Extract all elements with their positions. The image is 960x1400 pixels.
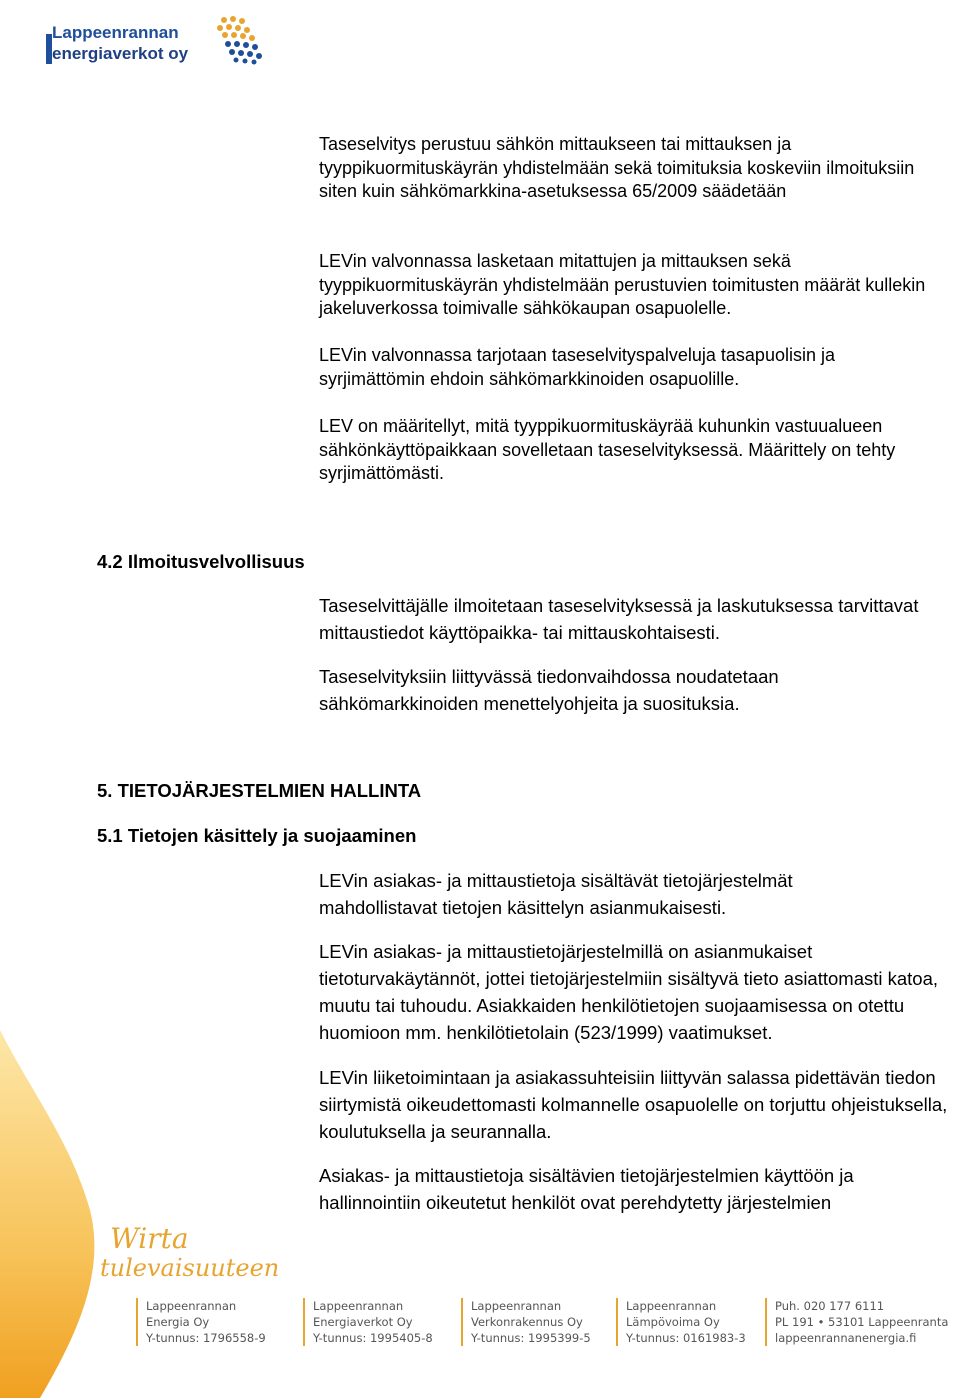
- paragraph-salassa: LEVin liiketoimintaan ja asiakassuhteisiin liittyvän salassa pidettävän tiedon siirtymistä oikeudettomasti kolmannelle osapuolelle on torjuttu ohjeistuksella, koulutuksella ja seurannalla.: [319, 1067, 948, 1142]
- paragraph-jarjestelmat: LEVin asiakas- ja mittaustietoja sisältävät tietojärjestelmät mahdollistavat tietojen käsittelyn asianmukaisesti.: [319, 870, 793, 918]
- svg-text:Wirta: Wirta: [110, 1222, 189, 1255]
- footer: [0, 1298, 960, 1358]
- footer-column-energia: [146, 1298, 266, 1346]
- logo-dots-icon: [194, 14, 264, 66]
- footer-website: lappeenrannanenergia.fi: [775, 1331, 917, 1345]
- slogan-wordmark: [100, 1218, 310, 1282]
- footer-separator: [136, 1298, 138, 1346]
- paragraph-tietoturva: LEVin asiakas- ja mittaustietojärjestelmillä on asianmukaiset tietoturvakäytännöt, jottei tietojärjestelmiin sisältyvä tieto asiattomasti katoa, muutu tai tuhoudu. Asiakkaiden henkilötietojen suojaamisessa on otettu huomioon mm. henkilötietolain (523/1999) vaatimukset.: [319, 941, 939, 1043]
- footer-line: Y-tunnus: 0161983-3: [626, 1331, 746, 1345]
- company-logo: [46, 14, 266, 66]
- footer-column-verkonrakennus: [471, 1298, 591, 1346]
- paragraph-oikeutetut: Asiakas- ja mittaustietoja sisältävien tietojärjestelmien käyttöön ja hallinnointiin oikeutetut henkilöt ovat perehdytetty järjestelmien: [319, 1165, 854, 1213]
- paragraph-valvonta-lasketaan: LEVin valvonnassa lasketaan mitattujen ja mittauksen sekä tyyppikuormituskäyrän yhdistelmään perustuvien toimitusten määrät kullekin jakeluverkossa toimivalle sähkökaupan osapuolelle.: [319, 251, 926, 318]
- footer-line: Energia Oy: [146, 1315, 210, 1329]
- footer-separator: [616, 1298, 618, 1346]
- paragraph-tiedonvaihto: Taseselvityksiin liittyvässä tiedonvaihdossa noudatetaan sähkömarkkinoiden menettelyohjeita ja suosituksia.: [319, 666, 779, 714]
- footer-line: Verkonrakennus Oy: [471, 1315, 583, 1329]
- footer-line: Lappeenrannan: [471, 1299, 562, 1313]
- footer-line: Lämpövoima Oy: [626, 1315, 720, 1329]
- footer-column-contact: [775, 1298, 948, 1346]
- footer-line: Lappeenrannan: [626, 1299, 717, 1313]
- footer-separator: [461, 1298, 463, 1346]
- logo-text: [52, 22, 188, 64]
- logo-line1: Lappeenrannan: [52, 23, 179, 42]
- paragraph-ilmoitetaan: Taseselvittäjälle ilmoitetaan taseselvityksessä ja laskutuksessa tarvittavat mittaustiedot käyttöpaikka- tai mittauskohtaisesti.: [319, 595, 919, 643]
- footer-column-energiaverkot: [313, 1298, 433, 1346]
- heading-4-2: 4.2 Ilmoitusvelvollisuus: [97, 551, 305, 572]
- heading-5: 5. TIETOJÄRJESTELMIEN HALLINTA: [97, 780, 422, 801]
- svg-text:tulevaisuuteen: tulevaisuuteen: [100, 1254, 280, 1282]
- footer-address: PL 191 • 53101 Lappeenranta: [775, 1315, 949, 1329]
- footer-line: Y-tunnus: 1995399-5: [471, 1331, 591, 1345]
- footer-line: Lappeenrannan: [313, 1299, 404, 1313]
- logo-line2: energiaverkot oy: [52, 44, 189, 63]
- paragraph-valvonta-tarjotaan: LEVin valvonnassa tarjotaan taseselvityspalveluja tasapuolisin ja syrjimättömin ehdoin sähkömarkkinoiden osapuolille.: [319, 345, 835, 389]
- footer-separator: [765, 1298, 767, 1346]
- paragraph-taseselvitys: Taseselvitys perustuu sähkön mittaukseen tai mittauksen ja tyyppikuormituskäyrän yhdistelmään sekä toimituksia koskeviin ilmoituksiin siten kuin sähkömarkkina-asetuksessa 65/2009 säädetään: [319, 134, 915, 201]
- footer-phone: Puh. 020 177 6111: [775, 1299, 885, 1313]
- heading-5-1: 5.1 Tietojen käsittely ja suojaaminen: [97, 825, 417, 846]
- paragraph-maaritellyt: LEV on määritellyt, mitä tyyppikuormituskäyrää kuhunkin vastuualueen sähkönkäyttöpaikkaan sovelletaan taseselvityksessä. Määrittely on tehty syrjimättömästi.: [319, 416, 896, 483]
- footer-line: Lappeenrannan: [146, 1299, 237, 1313]
- footer-column-lampovoima: [626, 1298, 746, 1346]
- footer-separator: [303, 1298, 305, 1346]
- footer-line: Y-tunnus: 1796558-9: [146, 1331, 266, 1345]
- footer-line: Energiaverkot Oy: [313, 1315, 413, 1329]
- footer-line: Y-tunnus: 1995405-8: [313, 1331, 433, 1345]
